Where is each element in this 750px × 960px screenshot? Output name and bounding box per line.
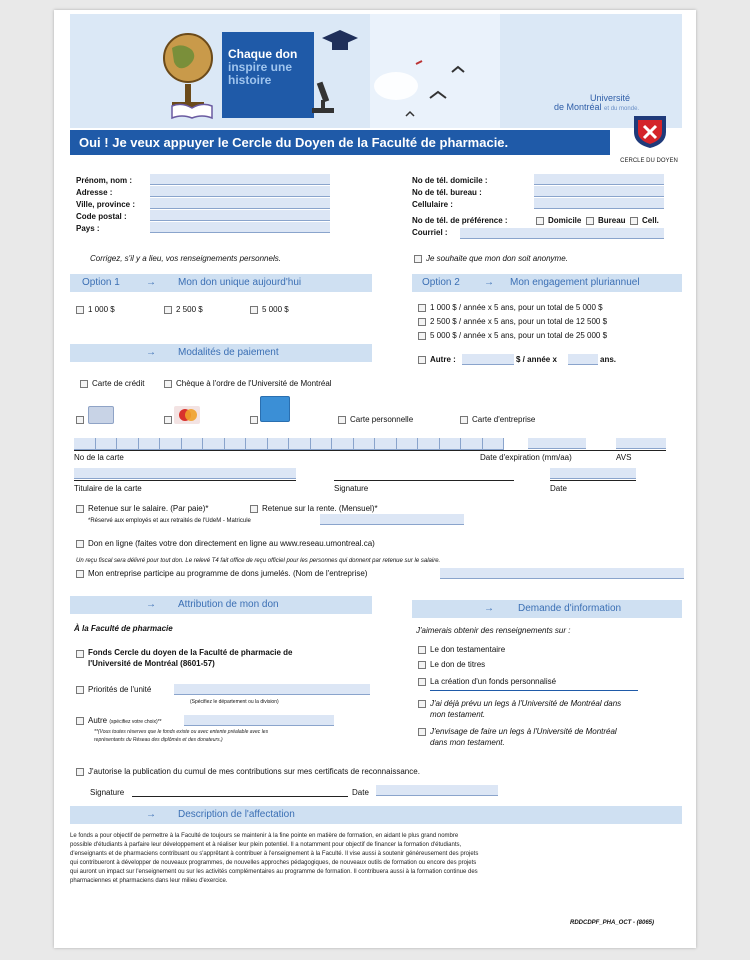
donation-form-page: [54, 10, 696, 948]
avs-field[interactable]: [616, 438, 666, 449]
pledge-other-checkbox[interactable]: [418, 356, 426, 364]
information-intro: J'aimerais obtenir des renseignements sur :: [416, 626, 571, 635]
amount-5000-checkbox[interactable]: [250, 306, 258, 314]
other-label: Autre: [88, 716, 108, 725]
graduation-cap-icon: [320, 28, 360, 54]
pledge-other-suffix: ans.: [600, 355, 617, 364]
credit-card-checkbox[interactable]: [80, 380, 88, 388]
company-card-checkbox[interactable]: [460, 416, 468, 424]
other-designation-label: [88, 716, 162, 727]
pledge-5000-label: 1 000 $ / année x 5 ans, pour un total de 5 000 $: [430, 303, 603, 312]
payment-header: [70, 344, 372, 362]
dean-fund-line-1: Fonds Cercle du doyen de la Faculté de pharmacie de: [88, 648, 293, 657]
pref-office-label: Bureau: [598, 216, 626, 225]
pension-deduction-label: Retenue sur la rente. (Mensuel)*: [262, 504, 378, 513]
label-postal-code: Code postal :: [76, 212, 127, 221]
pref-home-label: Domicile: [548, 216, 582, 225]
label-cell: Cellulaire :: [412, 200, 453, 209]
pledge-other-prefix: Autre :: [430, 355, 456, 364]
label-name: Prénom, nom :: [76, 176, 133, 185]
other-designation-checkbox[interactable]: [76, 717, 84, 725]
attribution-title: Attribution de mon don: [178, 599, 279, 610]
deduction-note: *Réservé aux employés et aux retraités de l'UdeM - Matricule: [88, 518, 251, 524]
address-field[interactable]: [150, 186, 330, 197]
option1-title: Mon don unique aujourd'hui: [178, 277, 302, 288]
pledge-12500-label: 2 500 $ / année x 5 ans, pour un total de 12 500 $: [430, 317, 608, 326]
amex-checkbox[interactable]: [250, 416, 258, 424]
headline-line-2: inspire une: [228, 60, 293, 74]
option2-arrow: →: [484, 277, 494, 288]
microscope-icon: [306, 78, 340, 118]
bequest-done-line-2: mon testament.: [430, 710, 486, 719]
option2-title: Mon engagement pluriannuel: [510, 277, 640, 288]
authorization-date-field[interactable]: [376, 785, 498, 796]
amount-5000-label: 5 000 $: [262, 305, 289, 314]
payment-signature-label: Signature: [334, 484, 369, 493]
amount-1000-label: 1 000 $: [88, 305, 115, 314]
attribution-arrow: →: [146, 599, 156, 610]
option1-arrow: →: [146, 277, 156, 288]
pledge-25000-checkbox[interactable]: [418, 332, 426, 340]
info-securities-checkbox[interactable]: [418, 661, 426, 669]
option1-header: [70, 274, 372, 292]
pref-cell-label: Cell.: [642, 216, 659, 225]
pledge-other-amount-field[interactable]: [462, 354, 514, 365]
unit-priorities-hint: (Spécifiez le département ou la division): [190, 699, 279, 705]
authorization-checkbox[interactable]: [76, 768, 84, 776]
label-city: Ville, province :: [76, 200, 135, 209]
option2-header: [412, 274, 682, 292]
credit-card-label: Carte de crédit: [92, 379, 145, 388]
expiry-label: Date d'expiration (mm/aa): [480, 453, 572, 462]
pledge-12500-checkbox[interactable]: [418, 318, 426, 326]
expiry-field[interactable]: [528, 438, 586, 449]
card-number-label: No de la carte: [74, 453, 124, 462]
info-fund-checkbox[interactable]: [418, 678, 426, 686]
payment-arrow: →: [146, 347, 156, 358]
attribution-header: [70, 596, 372, 614]
birds-illustration-icon: [366, 44, 476, 124]
salary-deduction-checkbox[interactable]: [76, 505, 84, 513]
anonymous-label: Je souhaite que mon don soit anonyme.: [426, 254, 568, 263]
authorization-signature-label: Signature: [90, 788, 125, 797]
matching-gift-checkbox[interactable]: [76, 570, 84, 578]
amount-2500-label: 2 500 $: [176, 305, 203, 314]
employee-number-field[interactable]: [320, 514, 464, 525]
payment-title: Modalités de paiement: [178, 347, 279, 358]
label-address: Adresse :: [76, 188, 113, 197]
info-securities-label: Le don de titres: [430, 660, 486, 669]
bequest-plan-line-1: J'envisage de faire un legs à l'Université de Montréal: [430, 727, 617, 736]
header-banner: [70, 14, 682, 128]
label-office-phone: No de tél. bureau :: [412, 188, 482, 197]
pref-cell-checkbox[interactable]: [630, 217, 638, 225]
company-name-field[interactable]: [440, 568, 684, 579]
signature-line: [334, 480, 514, 481]
amex-card-icon: [260, 396, 290, 422]
information-arrow: →: [484, 603, 494, 614]
card-holder-field[interactable]: [74, 468, 296, 479]
university-logo: [542, 94, 639, 114]
label-country: Pays :: [76, 224, 100, 233]
pledge-25000-label: 5 000 $ / année x 5 ans, pour un total de 25 000 $: [430, 331, 608, 340]
personal-card-label: Carte personnelle: [350, 415, 414, 424]
amount-2500-checkbox[interactable]: [164, 306, 172, 314]
university-line-1: Université: [590, 93, 631, 103]
description-line-5: qui auront un impact sur l'enseignement ou sur les activités complémentaires au programme de formation. Il contribuera aussi à la formation continue des: [70, 869, 478, 875]
amount-1000-checkbox[interactable]: [76, 306, 84, 314]
pledge-other-middle: $ / année x: [516, 355, 557, 364]
visa-card-icon: [88, 406, 114, 424]
form-code: RDDCDPF_PHA_OCT - (8065): [570, 920, 655, 926]
crest-label: CERCLE DU DOYEN: [620, 158, 678, 164]
pledge-5000-checkbox[interactable]: [418, 304, 426, 312]
country-field[interactable]: [150, 222, 330, 233]
card-number-field[interactable]: [74, 438, 504, 450]
label-preferred-phone: No de tél. de préférence :: [412, 216, 508, 225]
crest-icon: [630, 114, 670, 150]
bequest-done-line-1: J'ai déjà prévu un legs à l'Université de Montréal dans: [430, 699, 622, 708]
description-title: Description de l'affectation: [178, 809, 295, 820]
matching-gift-label: Mon entreprise participe au programme de dons jumelés. (Nom de l'entreprise): [88, 569, 368, 578]
information-header: [412, 600, 682, 618]
dean-fund-checkbox[interactable]: [76, 650, 84, 658]
description-line-3: d'enseignants et de pharmaciens contribuant ou s'apprêtant à contribuer à l'enseignement à la Faculté. Il vise aussi à soutenir généreusement des projets: [70, 851, 479, 857]
mastercard-icon: [174, 406, 200, 424]
home-phone-field[interactable]: [534, 174, 664, 185]
open-book-icon: [170, 102, 214, 120]
mastercard-checkbox[interactable]: [164, 416, 172, 424]
anonymous-checkbox[interactable]: [414, 255, 422, 263]
headline-line-1: Chaque don: [228, 47, 298, 61]
pledge-other-years-field[interactable]: [568, 354, 598, 365]
name-field[interactable]: [150, 174, 330, 185]
dean-fund-line-2: l'Université de Montréal (8601-57): [88, 659, 215, 668]
authorization-date-label: Date: [352, 788, 369, 797]
description-line-6: pharmaciennes et pharmaciens dans leur milieu d'exercice.: [70, 878, 228, 884]
online-donation-label: Don en ligne (faites votre don directement en ligne au www.reseau.umontreal.ca): [88, 539, 375, 548]
unit-priorities-checkbox[interactable]: [76, 686, 84, 694]
authorization-label: J'autorise la publication du cumul de mes contributions sur mes certificats de reconnaissance.: [88, 767, 420, 776]
visa-checkbox[interactable]: [76, 416, 84, 424]
postal-code-field[interactable]: [150, 210, 330, 221]
city-field[interactable]: [150, 198, 330, 209]
information-title: Demande d'information: [518, 603, 622, 614]
unit-priorities-field[interactable]: [174, 684, 370, 695]
description-arrow: →: [146, 809, 156, 820]
campaign-headline: [222, 32, 314, 118]
cheque-label: Chèque à l'ordre de l'Université de Montréal: [176, 379, 332, 388]
info-bequest-checkbox[interactable]: [418, 646, 426, 654]
cell-field[interactable]: [534, 198, 664, 209]
other-note-2: représentants du Réseau des diplômés et des donateurs.): [94, 737, 223, 743]
description-line-1: Le fonds a pour objectif de permettre à la Faculté de toujours se maintenir à la fine pointe en matière de formation, en aidant le plus grand nombre: [70, 833, 459, 839]
description-header: [70, 806, 682, 824]
office-phone-field[interactable]: [534, 186, 664, 197]
headline-line-3: histoire: [228, 73, 272, 87]
option2-label: Option 2: [422, 277, 460, 288]
info-bequest-label: Le don testamentaire: [430, 645, 506, 654]
bequest-plan-checkbox[interactable]: [418, 728, 426, 736]
faculty-label: À la Faculté de pharmacie: [74, 624, 173, 633]
receipt-note: Un reçu fiscal sera délivré pour tout don. Le relevé T4 fait office de reçu officiel pour les personnes qui donnent par retenue sur le salaire.: [76, 558, 441, 564]
date-line: [550, 480, 636, 481]
cheque-checkbox[interactable]: [164, 380, 172, 388]
pref-home-checkbox[interactable]: [536, 217, 544, 225]
payment-date-field[interactable]: [550, 468, 636, 479]
label-home-phone: No de tél. domicile :: [412, 176, 488, 185]
info-fund-underline: [430, 690, 638, 691]
pref-office-checkbox[interactable]: [586, 217, 594, 225]
description-line-4: qui contribueront à développer de nouveaux programmes, de nouvelles approches pédagogiques, de nouveaux outils de formation ou encore des projets: [70, 860, 477, 866]
info-fund-label: La création d'un fonds personnalisé: [430, 677, 557, 686]
correction-note: Corrigez, s'il y a lieu, vos renseignements personnels.: [90, 254, 281, 263]
bequest-done-checkbox[interactable]: [418, 700, 426, 708]
holder-line: [74, 480, 296, 481]
card-line: [74, 450, 666, 451]
company-card-label: Carte d'entreprise: [472, 415, 536, 424]
avs-label: AVS: [616, 453, 632, 462]
label-email: Courriel :: [412, 228, 448, 237]
card-holder-label: Titulaire de la carte: [74, 484, 142, 493]
other-designation-field[interactable]: [184, 715, 334, 726]
online-donation-checkbox[interactable]: [76, 540, 84, 548]
other-note-1: **(Vous toutes réserves que le fonds existe ou avec entente préalable avec les: [94, 729, 269, 735]
personal-card-checkbox[interactable]: [338, 416, 346, 424]
unit-priorities-label: Priorités de l'unité: [88, 685, 152, 694]
payment-date-label: Date: [550, 484, 567, 493]
bequest-plan-line-2: dans mon testament.: [430, 738, 505, 747]
option1-label: Option 1: [82, 277, 120, 288]
form-title: Oui ! Je veux appuyer le Cercle du Doyen de la Faculté de pharmacie.: [70, 130, 610, 155]
university-line-2: [542, 103, 639, 114]
email-field[interactable]: [460, 228, 664, 239]
university-name: de Montréal: [554, 102, 602, 112]
university-tagline: et du monde.: [604, 106, 640, 112]
pension-deduction-checkbox[interactable]: [250, 505, 258, 513]
authorization-signature-line: [132, 796, 348, 797]
other-hint: (spécifiez votre choix)**: [109, 719, 162, 725]
salary-deduction-label: Retenue sur le salaire. (Par paie)*: [88, 504, 209, 513]
description-line-2: possible d'étudiants à parfaire leur développement et à réaliser leur plein potentiel. Il a notamment pour objectif de financer la formation d'étudiants,: [70, 842, 462, 848]
